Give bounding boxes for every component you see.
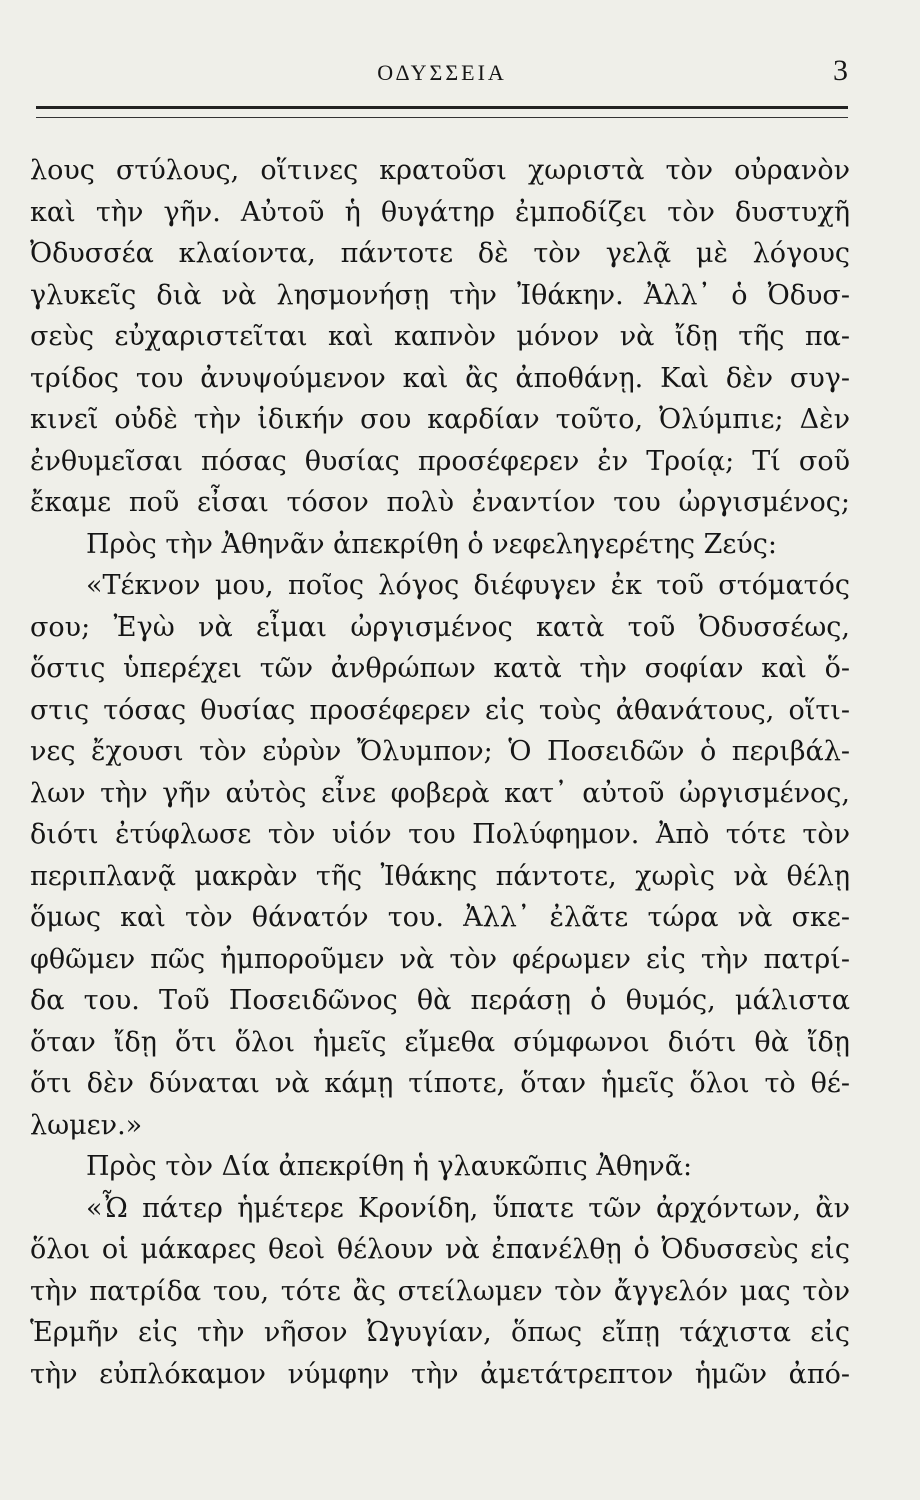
header-rule-thick <box>36 106 848 109</box>
text-line: σου; Ἐγὼ νὰ εἶμαι ὠργισμένος κατὰ τοῦ Ὀδυσσέως, <box>30 611 850 643</box>
page-number: 3 <box>833 54 848 87</box>
text-line: κινεῖ οὐδὲ τὴν ἰδικήν σου καρδίαν τοῦτο, Ὀλύμπιε; Δὲν <box>30 404 850 435</box>
text-line: φθῶμεν πῶς ἠμποροῦμεν νὰ τὸν φέρωμεν εἰς τὴν πατρί- <box>30 943 850 975</box>
running-title: ΟΔΥΣΣΕΙΑ <box>377 60 507 85</box>
text-line: στις τόσας θυσίας προσέφερεν εἰς τοὺς ἀθανάτους, οἵτι- <box>30 694 850 726</box>
text-line: σεὺς εὐχαριστεῖται καὶ καπνὸν μόνον νὰ ἴδῃ τῆς πα- <box>30 321 850 352</box>
text-line: διότι ἐτύφλωσε τὸν υἱόν του Πολύφημον. Ἀπὸ τότε τὸν <box>30 819 850 850</box>
text-line: τὴν πατρίδα του, τότε ἂς στείλωμεν τὸν ἄγγελόν μας τὸν <box>30 1275 850 1307</box>
text-line: λους στύλους, οἵτινες κρατοῦσι χωριστὰ τὸν οὐρανὸν <box>30 155 850 186</box>
text-line: ὅταν ἴδῃ ὅτι ὅλοι ἡμεῖς εἴμεθα σύμφωνοι διότι θὰ ἴδῃ <box>30 1026 850 1058</box>
text-line: ὅτι δὲν δύναται νὰ κάμῃ τίποτε, ὅταν ἡμεῖς ὅλοι τὸ θέ- <box>30 1068 850 1099</box>
text-line: ὅμως καὶ τὸν θάνατόν του. Ἀλλ᾽ ἐλᾶτε τώρα νὰ σκε- <box>30 902 850 933</box>
text-line: τὴν εὐπλόκαμον νύμφην τὴν ἀμετάτρεπτον ἡμῶν ἀπό- <box>30 1358 850 1390</box>
text-line: νες ἔχουσι τὸν εὐρὺν Ὄλυμπον; Ὁ Ποσειδῶν ὁ περιβάλ- <box>30 736 850 767</box>
text-line: «Τέκνον μου, ποῖος λόγος διέφυγεν ἐκ τοῦ στόματός <box>86 570 850 601</box>
text-line: λωμεν.» <box>30 1109 143 1141</box>
text-line: ἐνθυμεῖσαι πόσας θυσίας προσέφερεν ἐν Τροίᾳ; Τί σοῦ <box>30 445 850 477</box>
text-line: δα του. Τοῦ Ποσειδῶνος θὰ περάσῃ ὁ θυμός, μάλιστα <box>30 985 850 1016</box>
text-line: «Ὦ πάτερ ἡμέτερε Κρονίδη, ὕπατε τῶν ἀρχόντων, ἂν <box>86 1192 850 1224</box>
text-line: ὅλοι οἱ μάκαρες θεοὶ θέλουν νὰ ἐπανέλθῃ ὁ Ὀδυσσεὺς εἰς <box>30 1234 850 1265</box>
text-line: ἔκαμε ποῦ εἶσαι τόσον πολὺ ἐναντίον του ὠργισμένος; <box>30 487 850 518</box>
text-line: λων τὴν γῆν αὐτὸς εἶνε φοβερὰ κατ᾽ αὐτοῦ ὠργισμένος, <box>30 777 850 809</box>
text-line: ὅστις ὑπερέχει τῶν ἀνθρώπων κατὰ τὴν σοφίαν καὶ ὅ- <box>30 653 850 684</box>
body-text <box>30 150 850 1395</box>
text-line: Πρὸς τὸν Δία ἀπεκρίθη ἡ γλαυκῶπις Ἀθηνᾶ: <box>86 1151 693 1182</box>
text-line: καὶ τὴν γῆν. Αὐτοῦ ἡ θυγάτηρ ἐμποδίζει τὸν δυστυχῆ <box>30 196 850 228</box>
text-line: τρίδος του ἀνυψούμενον καὶ ἂς ἀποθάνῃ. Καὶ δὲν συγ- <box>30 362 850 394</box>
text-line: γλυκεῖς διὰ νὰ λησμονήσῃ τὴν Ἰθάκην. Ἀλλ᾽ ὁ Ὀδυσ- <box>30 279 850 311</box>
text-line: Πρὸς τὴν Ἀθηνᾶν ἀπεκρίθη ὁ νεφεληγερέτης Ζεύς: <box>86 528 777 560</box>
page-header <box>36 54 848 94</box>
text-line: Ὀδυσσέα κλαίοντα, πάντοτε δὲ τὸν γελᾷ μὲ λόγους <box>30 238 850 269</box>
header-rule-thin <box>36 117 848 118</box>
text-line: περιπλανᾷ μακρὰν τῆς Ἰθάκης πάντοτε, χωρὶς νὰ θέλῃ <box>30 860 850 892</box>
text-line: Ἑρμῆν εἰς τὴν νῆσον Ὠγυγίαν, ὅπως εἴπῃ τάχιστα εἰς <box>30 1317 850 1348</box>
